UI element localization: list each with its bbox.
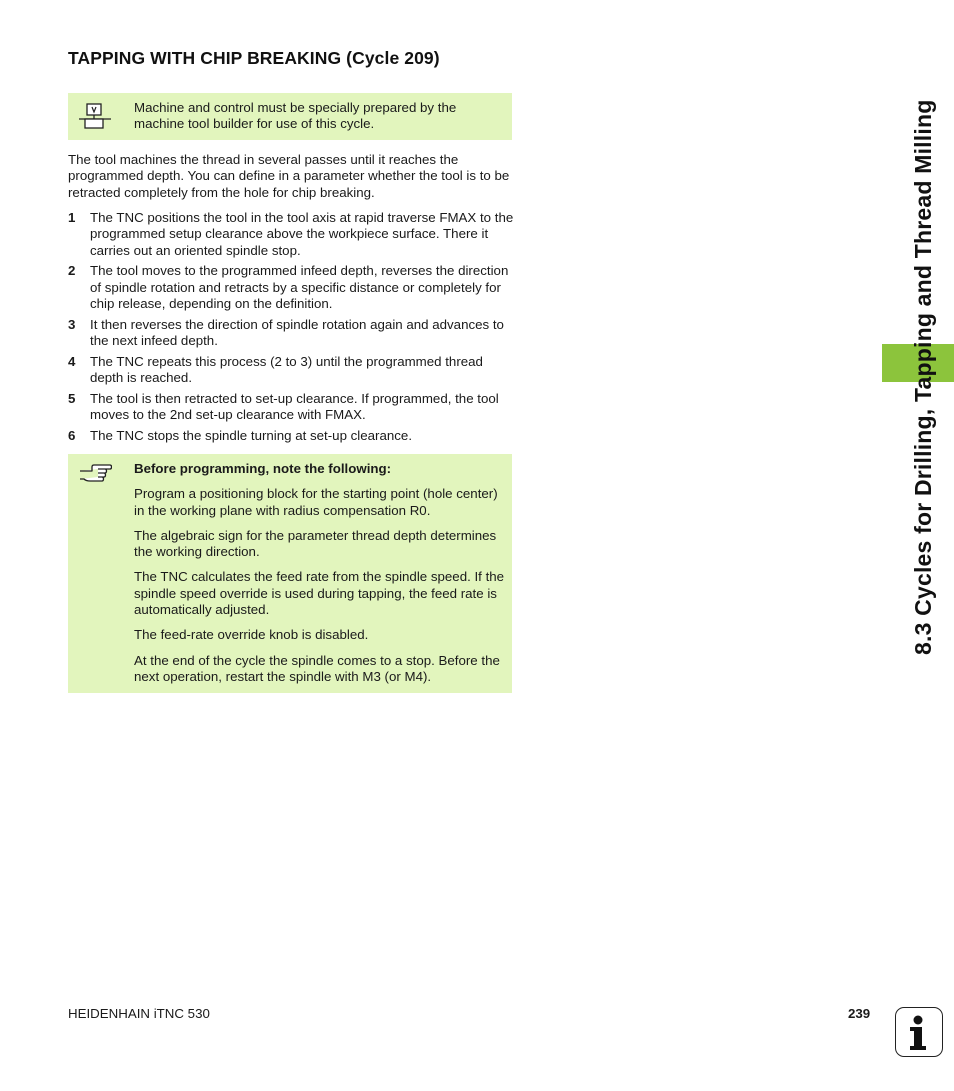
step-number: 5 xyxy=(68,390,76,406)
note-paragraph: The feed-rate override knob is disabled. xyxy=(134,627,369,643)
step-number: 1 xyxy=(68,210,76,225)
machine-note-box xyxy=(68,93,512,140)
machine-note-text: Machine and control must be specially prepared by the machine tool builder for use of this cycle. xyxy=(134,100,457,132)
list-item xyxy=(68,317,514,350)
page-number: 239 xyxy=(848,1006,871,1021)
note-paragraph: The algebraic sign for the parameter thread depth determines the working direction. xyxy=(134,527,497,560)
footer-manual-name: HEIDENHAIN iTNC 530 xyxy=(68,1006,210,1021)
note-heading: Before programming, note the following: xyxy=(134,461,392,476)
programming-note-content xyxy=(134,461,508,694)
step-number: 6 xyxy=(68,428,76,444)
section-title: TAPPING WITH CHIP BREAKING (Cycle 209) xyxy=(68,48,440,68)
step-text: The TNC repeats this process (2 to 3) until the programmed thread depth is reached. xyxy=(90,353,483,386)
chapter-side-title: 8.3 Cycles for Drilling, Tapping and Thread Milling xyxy=(910,99,936,655)
step-text: It then reverses the direction of spindle rotation again and advances to the next infeed depth. xyxy=(90,316,504,349)
intro-paragraph: The tool machines the thread in several passes until it reaches the programmed depth. You can define in a parameter whether the tool is to be retracted completely from the hole for chip breaking. xyxy=(68,152,510,200)
machine-icon xyxy=(78,102,112,137)
list-item xyxy=(68,391,514,424)
list-item xyxy=(68,354,514,387)
list-item xyxy=(68,428,514,444)
info-icon xyxy=(895,1007,943,1057)
step-text: The TNC positions the tool in the tool axis at rapid traverse FMAX to the programmed setup clearance above the workpiece surface. There it carries out an oriented spindle stop. xyxy=(90,210,514,258)
step-number: 2 xyxy=(68,263,76,279)
step-number: 4 xyxy=(68,353,76,369)
note-paragraph: At the end of the cycle the spindle comes to a stop. Before the next operation, restart the spindle with M3 (or M4). xyxy=(134,652,500,684)
programming-note-box xyxy=(68,454,512,693)
step-text: The TNC stops the spindle turning at set-up clearance. xyxy=(90,428,413,444)
process-steps xyxy=(68,210,514,449)
step-text: The tool moves to the programmed infeed depth, reverses the direction of spindle rotation and retracts by a specific distance or completely for chip release, depending on the definition. xyxy=(90,263,509,311)
list-item xyxy=(68,210,514,259)
note-paragraph: Program a positioning block for the starting point (hole center) in the working plane with radius compensation R0. xyxy=(134,486,498,518)
note-paragraph: The TNC calculates the feed rate from the spindle speed. If the spindle speed override is used during tapping, the feed rate is automatically adjusted. xyxy=(134,569,505,618)
list-item xyxy=(68,263,514,312)
step-text: The tool is then retracted to set-up clearance. If programmed, the tool moves to the 2nd set-up clearance with FMAX. xyxy=(90,390,499,423)
step-number: 3 xyxy=(68,316,76,332)
pointing-hand-icon xyxy=(78,463,112,492)
